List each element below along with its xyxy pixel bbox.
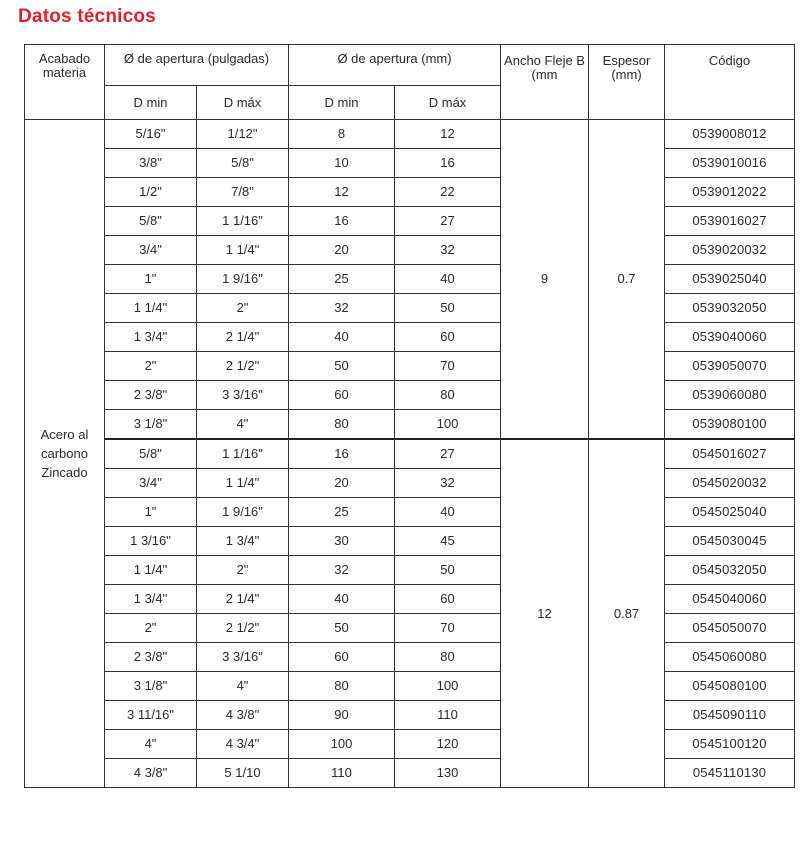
inch-dmax-cell: 1 9/16" (197, 265, 289, 294)
inch-dmin-cell: 3/4" (105, 236, 197, 265)
mm-dmin-cell: 40 (289, 585, 395, 614)
inch-dmin-cell: 5/8" (105, 207, 197, 236)
inch-dmin-cell: 2" (105, 352, 197, 381)
table-row (25, 439, 795, 469)
table-row (25, 469, 795, 498)
inch-dmin-cell: 3 1/8" (105, 672, 197, 701)
mm-dmin-cell: 32 (289, 294, 395, 323)
material-cell: Acero al carbono Zincado (25, 120, 105, 788)
inch-dmin-cell: 1 1/4" (105, 294, 197, 323)
code-cell: 0539050070 (665, 352, 795, 381)
inch-dmin-cell: 4 3/8" (105, 759, 197, 788)
inch-dmax-cell: 5/8" (197, 149, 289, 178)
mm-dmin-cell: 20 (289, 469, 395, 498)
mm-dmin-cell: 50 (289, 352, 395, 381)
mm-dmin-cell: 12 (289, 178, 395, 207)
table-row (25, 556, 795, 585)
mm-dmin-cell: 20 (289, 236, 395, 265)
inch-dmin-cell: 1 1/4" (105, 556, 197, 585)
mm-dmax-cell: 32 (395, 469, 501, 498)
inch-dmin-cell: 1 3/4" (105, 323, 197, 352)
inch-dmax-cell: 1 1/4" (197, 469, 289, 498)
table-row (25, 730, 795, 759)
code-cell: 0539080100 (665, 410, 795, 440)
table-row (25, 498, 795, 527)
inch-dmax-cell: 4 3/8" (197, 701, 289, 730)
mm-dmax-cell: 100 (395, 672, 501, 701)
header-inch-dmax: D máx (197, 86, 289, 120)
code-cell: 0539010016 (665, 149, 795, 178)
band-width-cell: 12 (501, 439, 589, 788)
mm-dmin-cell: 25 (289, 265, 395, 294)
code-cell: 0545025040 (665, 498, 795, 527)
code-cell: 0545110130 (665, 759, 795, 788)
inch-dmin-cell: 5/8" (105, 439, 197, 469)
mm-dmax-cell: 50 (395, 294, 501, 323)
mm-dmin-cell: 60 (289, 381, 395, 410)
code-cell: 0545060080 (665, 643, 795, 672)
mm-dmax-cell: 70 (395, 352, 501, 381)
inch-dmax-cell: 1 1/16" (197, 207, 289, 236)
table-row (25, 236, 795, 265)
inch-dmax-cell: 2" (197, 556, 289, 585)
mm-dmax-cell: 27 (395, 439, 501, 469)
page-title: Datos técnicos (18, 6, 156, 27)
mm-dmin-cell: 16 (289, 439, 395, 469)
code-cell: 0545100120 (665, 730, 795, 759)
inch-dmin-cell: 2 3/8" (105, 381, 197, 410)
table-row (25, 527, 795, 556)
inch-dmax-cell: 7/8" (197, 178, 289, 207)
inch-dmax-cell: 4 3/4" (197, 730, 289, 759)
inch-dmax-cell: 1/12" (197, 120, 289, 149)
code-cell: 0539032050 (665, 294, 795, 323)
thickness-cell: 0.7 (589, 120, 665, 440)
mm-dmax-cell: 32 (395, 236, 501, 265)
mm-dmax-cell: 110 (395, 701, 501, 730)
code-cell: 0545080100 (665, 672, 795, 701)
code-cell: 0545090110 (665, 701, 795, 730)
code-cell: 0539040060 (665, 323, 795, 352)
table-row (25, 759, 795, 788)
header-mm-dmin: D min (289, 86, 395, 120)
table-row (25, 178, 795, 207)
header-code: Código (665, 45, 795, 120)
mm-dmin-cell: 25 (289, 498, 395, 527)
thickness-cell: 0.87 (589, 439, 665, 788)
table-row (25, 323, 795, 352)
inch-dmax-cell: 1 1/4" (197, 236, 289, 265)
header-material: Acabado materia (25, 45, 105, 120)
inch-dmin-cell: 3/8" (105, 149, 197, 178)
inch-dmax-cell: 2 1/2" (197, 614, 289, 643)
mm-dmax-cell: 80 (395, 643, 501, 672)
table-row (25, 207, 795, 236)
mm-dmax-cell: 45 (395, 527, 501, 556)
header-inch-group: Ø de apertura (pulgadas) (105, 45, 289, 86)
code-cell: 0539008012 (665, 120, 795, 149)
inch-dmax-cell: 2 1/2" (197, 352, 289, 381)
mm-dmax-cell: 40 (395, 498, 501, 527)
header-band-width: Ancho Fleje B (mm (501, 45, 589, 120)
mm-dmin-cell: 80 (289, 672, 395, 701)
header-thickness: Espesor (mm) (589, 45, 665, 120)
inch-dmin-cell: 1 3/16" (105, 527, 197, 556)
mm-dmin-cell: 40 (289, 323, 395, 352)
table-row (25, 643, 795, 672)
code-cell: 0545020032 (665, 469, 795, 498)
inch-dmax-cell: 1 1/16" (197, 439, 289, 469)
mm-dmin-cell: 8 (289, 120, 395, 149)
mm-dmax-cell: 70 (395, 614, 501, 643)
mm-dmax-cell: 22 (395, 178, 501, 207)
inch-dmin-cell: 5/16" (105, 120, 197, 149)
mm-dmin-cell: 16 (289, 207, 395, 236)
inch-dmin-cell: 2" (105, 614, 197, 643)
mm-dmin-cell: 50 (289, 614, 395, 643)
inch-dmin-cell: 1" (105, 265, 197, 294)
table-row (25, 614, 795, 643)
inch-dmax-cell: 1 3/4" (197, 527, 289, 556)
code-cell: 0539016027 (665, 207, 795, 236)
mm-dmin-cell: 80 (289, 410, 395, 440)
inch-dmax-cell: 3 3/16" (197, 643, 289, 672)
mm-dmax-cell: 80 (395, 381, 501, 410)
code-cell: 0545050070 (665, 614, 795, 643)
header-mm-group: Ø de apertura (mm) (289, 45, 501, 86)
table-row (25, 410, 795, 440)
inch-dmax-cell: 2 1/4" (197, 585, 289, 614)
inch-dmax-cell: 2 1/4" (197, 323, 289, 352)
code-cell: 0539025040 (665, 265, 795, 294)
inch-dmin-cell: 1" (105, 498, 197, 527)
table-row (25, 381, 795, 410)
table-row (25, 701, 795, 730)
inch-dmax-cell: 4" (197, 410, 289, 440)
mm-dmax-cell: 60 (395, 323, 501, 352)
mm-dmax-cell: 40 (395, 265, 501, 294)
mm-dmin-cell: 110 (289, 759, 395, 788)
mm-dmax-cell: 100 (395, 410, 501, 440)
mm-dmax-cell: 50 (395, 556, 501, 585)
table-row (25, 149, 795, 178)
inch-dmin-cell: 2 3/8" (105, 643, 197, 672)
inch-dmin-cell: 3 1/8" (105, 410, 197, 440)
mm-dmin-cell: 60 (289, 643, 395, 672)
mm-dmax-cell: 130 (395, 759, 501, 788)
table-row (25, 120, 795, 149)
code-cell: 0545032050 (665, 556, 795, 585)
mm-dmin-cell: 10 (289, 149, 395, 178)
mm-dmin-cell: 32 (289, 556, 395, 585)
mm-dmax-cell: 27 (395, 207, 501, 236)
inch-dmin-cell: 4" (105, 730, 197, 759)
table-row (25, 294, 795, 323)
inch-dmin-cell: 1/2" (105, 178, 197, 207)
technical-data-table (24, 44, 795, 788)
inch-dmin-cell: 3/4" (105, 469, 197, 498)
inch-dmax-cell: 3 3/16" (197, 381, 289, 410)
inch-dmin-cell: 3 11/16" (105, 701, 197, 730)
mm-dmax-cell: 120 (395, 730, 501, 759)
mm-dmax-cell: 12 (395, 120, 501, 149)
table-row (25, 265, 795, 294)
header-mm-dmax: D máx (395, 86, 501, 120)
code-cell: 0539012022 (665, 178, 795, 207)
code-cell: 0545030045 (665, 527, 795, 556)
table-row (25, 585, 795, 614)
inch-dmax-cell: 1 9/16" (197, 498, 289, 527)
inch-dmax-cell: 2" (197, 294, 289, 323)
mm-dmax-cell: 60 (395, 585, 501, 614)
table-row (25, 352, 795, 381)
header-inch-dmin: D min (105, 86, 197, 120)
band-width-cell: 9 (501, 120, 589, 440)
inch-dmax-cell: 5 1/10 (197, 759, 289, 788)
code-cell: 0545016027 (665, 439, 795, 469)
code-cell: 0539060080 (665, 381, 795, 410)
inch-dmax-cell: 4" (197, 672, 289, 701)
mm-dmax-cell: 16 (395, 149, 501, 178)
inch-dmin-cell: 1 3/4" (105, 585, 197, 614)
mm-dmin-cell: 30 (289, 527, 395, 556)
mm-dmin-cell: 90 (289, 701, 395, 730)
table-row (25, 672, 795, 701)
code-cell: 0539020032 (665, 236, 795, 265)
code-cell: 0545040060 (665, 585, 795, 614)
mm-dmin-cell: 100 (289, 730, 395, 759)
